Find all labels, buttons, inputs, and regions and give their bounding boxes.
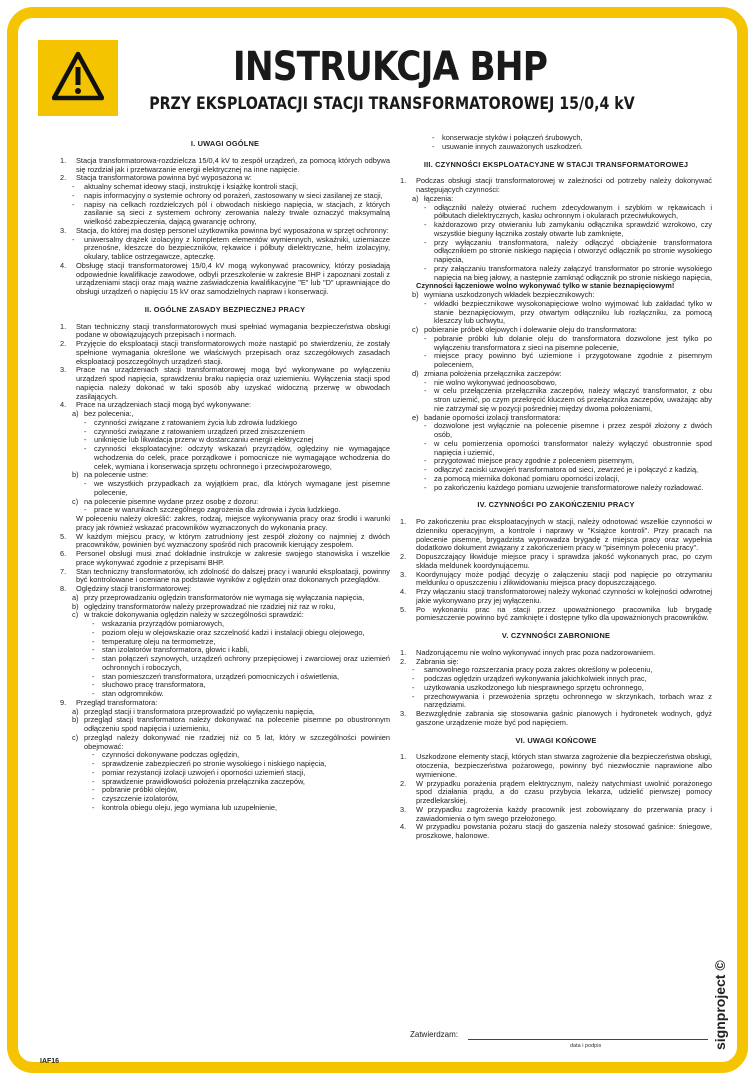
list-marker: 3. (400, 569, 407, 579)
list-item (400, 806, 712, 824)
list-item-text: Prace na urządzeniach stacji mogą być wykonywane: (76, 400, 252, 410)
list-marker: c) (72, 732, 79, 742)
list-item (400, 239, 712, 265)
list-item-text: Stacja transformatorowa powinna być wyposażona w: (76, 173, 252, 183)
signature-caption: data i podpis (570, 1043, 602, 1049)
list-item-text: sprawdzenie zabezpieczeń po stronie wysokiego i niskiego napięcia, (102, 759, 327, 768)
list-item-text: na polecenie ustne: (84, 470, 149, 480)
list-marker: d) (412, 368, 419, 378)
list-item-text: pobranie próbki lub dolanie oleju do transformatora dozwolone jest tylko po wyłączeniu transformatora z sieci na pisemne polecenie, (434, 333, 712, 352)
list-item (60, 480, 390, 498)
list-marker: - (412, 691, 415, 701)
section-heading: II. OGÓLNE ZASADY BEZPIECZNEJ PRACY (144, 304, 306, 314)
list-item-text: każdorazowo przy otwieraniu lub zamykaniu odłącznika sprawdzić wzrokowo, czy wszystkie bieguny łącznika zostały otwarte lub zamknięte, (434, 220, 712, 238)
list-marker: 3. (60, 225, 67, 235)
list-marker: - (424, 386, 427, 396)
list-marker: - (84, 426, 87, 436)
list-marker: 2. (400, 552, 407, 561)
approval-label: Zatwierdzam: (410, 1030, 459, 1039)
list-marker: - (72, 182, 75, 191)
list-item (400, 484, 712, 493)
list-marker: - (424, 220, 427, 229)
list-marker: - (432, 141, 435, 151)
list-item-text: Po wykonaniu prac na stacji przez upoważnionego pracownika lub brygadę pomieszczenie powinno być zamknięte i dostępne tylko dla upoważnionych pracowników. (416, 604, 712, 623)
list-item (60, 804, 390, 813)
list-item-text: Oględziny stacji transformatorowej: (76, 584, 192, 593)
list-marker: 1. (400, 176, 407, 186)
list-item-text: przy przeprowadzaniu oględzin transformatorów nie wymaga się wyłączania napięcia, (84, 592, 365, 602)
list-item-text: temperaturę oleju na termometrze, (102, 636, 216, 646)
list-item-text: konserwacje styków i połączeń śrubowych, (442, 133, 583, 142)
list-item-text: Dopuszczający likwiduje miejsce pracy i sprawdza jakość wykonanych prac, po czym składa meldunek koordynującemu. (416, 552, 712, 570)
list-marker: - (424, 482, 427, 492)
list-marker: - (84, 417, 87, 427)
list-marker: - (424, 456, 427, 466)
list-item-text: uniwersalny drążek izolacyjny z kompletem elementów wymiennych, wskaźniki, uziemiacze przenośne, kleszcze do bezpieczników, rękawice i półbuty dielektryczne, hełm izolacyjny, okulary, tablice ostrzegawcze, apteczkę. (84, 234, 390, 261)
section-heading: V. CZYNNOŚCI ZABRONIONE (501, 631, 611, 640)
page-subtitle: PRZY EKSPLOATACJI STACJI TRANSFORMATOROWEJ 15/0,4 kV (149, 94, 635, 113)
list-marker: 1. (400, 752, 407, 762)
list-item-text: bez polecenia:, (84, 409, 134, 418)
list-item-text: przy wyłączaniu transformatora, należy odłączyć obciążenie transformatora odłącznikiem po stronie niskiego napięcia i otworzyć odłącznik po stronie wysokiego napięcia, (434, 237, 712, 264)
list-item-text: Nadzorującemu nie wolno wykonywać innych prac poza nadzorowaniem. (416, 647, 656, 657)
list-item-text: miejsce pracy powinno być uziemione i przygotowane zgodnie z pisemnym poleceniem, (434, 351, 712, 369)
list-item (400, 780, 712, 806)
list-item-text: uniknięcie lub likwidacja przerw w dostarczaniu energii elektrycznej (94, 435, 314, 445)
list-item (400, 177, 712, 195)
list-marker: 5. (60, 531, 67, 541)
list-item-text: Koordynujący może podjąć decyzję o załączeniu stacji pod napięcie po otrzymaniu meldunku o opuszczeniu i zlikwidowaniu miejsca pracy dopuszczającego. (416, 569, 712, 588)
list-item (60, 201, 390, 227)
list-item-text: dozwolone jest wyłącznie na polecenie pisemne i przez zespół złożony z dwóch osób, (434, 421, 712, 439)
list-item (400, 352, 712, 370)
list-item-text: Przegląd transformatora: (76, 697, 158, 707)
list-item-text: badanie oporności izolacji transformatora: (424, 412, 561, 422)
list-marker: 3. (400, 709, 407, 718)
list-item (400, 588, 712, 606)
list-marker: - (424, 465, 427, 474)
list-item-text: W przypadku powstania pożaru stacji do gaszenia należy stosować gaśnice: śniegowe, proszkowe, halonowe. (416, 822, 712, 840)
list-marker: 3. (400, 804, 407, 814)
list-item-text: sprawdzenie prawidłowości położenia przełącznika zaczepów, (102, 776, 305, 786)
list-marker: 4. (60, 260, 67, 270)
list-item-text: W przypadku zagrożenia każdy pracownik jest zobowiązany do przerwania pracy i zawiadomienia o tym swego przełożonego. (416, 804, 712, 823)
list-item-text: pobranie próbki olejów, (102, 785, 178, 795)
brand-logo: signproject © (712, 960, 728, 1050)
list-marker: - (424, 421, 427, 431)
list-marker: - (92, 785, 95, 795)
list-item (60, 568, 390, 586)
list-item (400, 265, 712, 283)
list-item (400, 518, 712, 553)
list-marker: c) (72, 496, 79, 506)
list-item-text: Bezwzględnie zabrania się stosowania gaśnic pianowych i hydronetek wodnych, gdyż gaszone urządzenie może być pod napięciem. (416, 709, 712, 727)
list-item-text: czynności związane z ratowaniem życia lub zdrowia ludzkiego (94, 417, 297, 427)
list-item-text: czynności dokonywane podczas oględzin, (102, 750, 240, 760)
list-marker: - (84, 505, 87, 515)
list-marker: - (92, 671, 95, 681)
signature-line (468, 1039, 708, 1040)
list-marker: 4. (400, 587, 407, 596)
list-marker: 4. (60, 400, 67, 410)
list-marker: 5. (400, 604, 407, 614)
list-marker: a) (72, 706, 79, 716)
list-item-text: aktualny schemat ideowy stacji, instrukcję i książkę kontroli stacji, (84, 182, 299, 191)
list-marker: - (92, 759, 95, 768)
list-item-text: Obsługę stacji transformatorowej 15/0,4 kV mogą wykonywać pracownicy, którzy posiadają odpowiednie kwalifikacje zawodowe, odbyli przeszkolenie w zakresie BHP i zapoznani zostali z urządzeniami stacji oraz mają ważne zaświadczenia kwalifikacyjne "E" lub "D" uprawniające do obsługi urządzeń o napięciu 15 kV oraz samodzielnych napraw i konserwacji. (76, 260, 390, 296)
list-marker: - (412, 682, 415, 692)
list-item-text: Stacja, do której ma dostęp personel użytkownika powinna być wyposażona w sprzęt ochronny: (76, 225, 389, 235)
list-item (60, 550, 390, 568)
list-marker: a) (412, 193, 419, 203)
list-item (60, 366, 390, 401)
list-item-text: Przyjęcie do eksploatacji stacji transformatorowych może nastąpić po stwierdzeniu, że zostały spełnione wymagania określone we właściwych przepisach oraz szczegółowych zasadach eksploatacji poszczególnych urządzeń stacji. (76, 339, 390, 366)
list-marker: - (424, 473, 427, 483)
list-marker: - (84, 444, 87, 453)
list-marker: - (424, 263, 427, 273)
list-marker: 9. (60, 697, 67, 707)
product-code: IAF16 (40, 1058, 60, 1065)
list-marker: 2. (400, 778, 407, 788)
list-item-text: podczas oględzin urządzeń wykonywania jakichkolwiek innych prac, (424, 674, 647, 683)
list-item-text: Przy włączaniu stacji transformatorowej należy wykonać czynności w kolejności odwrotnej jakie wykonywano przy jej wyłączeniu. (416, 587, 712, 605)
list-item-text: przygotować miejsce pracy zgodnie z poleceniem pisemnym, (434, 456, 635, 466)
section-heading: IV. CZYNNOŚCI PO ZAKOŃCZENIU PRACY (477, 500, 635, 510)
list-marker: - (92, 689, 95, 698)
list-item-text: po zakończeniu każdego pomiaru uzwojenie transformatorowe należy rozładować. (434, 482, 704, 492)
list-marker: - (92, 750, 95, 760)
list-marker: - (92, 645, 95, 655)
list-marker: - (92, 794, 95, 803)
list-item-text: przy załączaniu transformatora należy załączyć transformator po stronie wysokiego napięcia na bieg jałowy, a następnie zamknąć odłącznik po stronie niskiego napięcia, (434, 263, 713, 282)
list-marker: a) (72, 592, 79, 602)
list-marker: c) (412, 325, 419, 334)
list-marker: 8. (60, 584, 67, 593)
list-item-text: czynności związane z ratowaniem urządzeń przed zniszczeniem (94, 426, 305, 436)
list-item-text: samowolnego rozszerzania pracy poza zakres określony w poleceniu, (424, 665, 653, 675)
list-item-text: za pomocą miernika dokonać pomiaru oporności izolacji, (434, 473, 620, 483)
left-column (60, 140, 390, 813)
list-item-text: kontrola obiegu oleju, jego wymiana lub uzupełnienie, (102, 802, 278, 812)
list-item-text: odłączyć zaciski uzwojeń transformatora od sieci, zewrzeć je i połączyć z kadzią, (434, 465, 699, 474)
list-item-text: Stan techniczny stacji transformatorowych musi spełniać wymagania bezpieczeństwa obsługi podane w obowiązujących przepisach i normach. (76, 321, 390, 340)
list-item-text: wkładki bezpiecznikowe wysokonapięciowe wolno wyjmować lub zakładać tylko w stanie beznapięciowym, przy otwartym odłączniku lub rozłączniku, za pomocą kleszczy lub uchwytu, (434, 298, 712, 326)
list-item-text: napisy na celkach rozdzielczych pól i obwodach niskiego napięcia, w stacjach, z których zasilanie są sieci z systemem ochrony zerowania należy trwale oznaczyć maksymalną wielkość zabezpieczenia, dającą gwarancję ochrony, (84, 199, 390, 226)
list-item-text: Uszkodzone elementy stacji, których stan stwarza zagrożenie dla bezpieczeństwa obsługi, otoczenia, bezpieczeństwa pożarowego, powinny być niezwłocznie naprawione albo wymienione. (416, 752, 712, 779)
list-item-text: prace w warunkach szczególnego zagrożenia dla zdrowia i życia ludzkiego. (94, 505, 341, 515)
list-item-text: napis informacyjny o systemie ochrony od porażeń, zastosowany w sieci zasilanej ze stacji, (84, 190, 383, 200)
warning-triangle-icon (52, 51, 104, 101)
list-marker: 1. (60, 155, 67, 165)
warning-sign (38, 40, 118, 116)
list-item-text: poziom oleju w olejowskazie oraz szczelność kadzi i instalacji obiegu olejowego, (102, 627, 365, 637)
list-marker: - (92, 619, 95, 628)
list-marker: - (412, 674, 415, 683)
list-item (400, 204, 712, 222)
list-marker: e) (412, 412, 419, 422)
list-marker: b) (72, 470, 79, 480)
list-item-text: Prace na urządzeniach stacji transformatorowej mogą być wykonywane po wyłączeniu urządzeń spod napięcia, sprawdzeniu braku napięcia oraz uziemieniu. Wyłączenia stacji spod napięcia należy dokonać w taki sposób aby uzyskać widoczną przerwę w obwodach zasilających. (76, 365, 390, 401)
list-item-text: wskazania przyrządów pomiarowych, (102, 619, 224, 628)
list-marker: - (424, 351, 427, 361)
list-marker: b) (72, 715, 79, 725)
list-item (400, 300, 712, 326)
list-item-text: stan połączeń szynowych, urządzeń ochrony przepięciowej i zwarciowej oraz uziemień ochronnych i roboczych, (102, 654, 390, 672)
list-marker: - (92, 636, 95, 646)
list-marker: - (424, 438, 427, 448)
list-item (60, 734, 390, 752)
list-marker: a) (72, 409, 79, 418)
list-item-text: Stan techniczny transformatorów, ich zdolność do dalszej pracy i warunki eksploatacji, powinny być kontrolowane i oceniane na podstawie wyników z oględzin oraz dokonanych przeglądów. (76, 566, 390, 585)
warning-note: Czynności łączeniowe wolno wykonywać tylko w stanie beznapięciowym! (416, 281, 675, 291)
list-item-text: słuchowo pracę transformatora, (102, 680, 206, 690)
section-heading: VI. UWAGI KOŃCOWE (515, 735, 597, 745)
list-marker: - (92, 680, 95, 690)
list-marker: - (84, 479, 87, 488)
page-title: INSTRUKCJA BHP (232, 44, 548, 90)
list-marker: - (412, 665, 415, 675)
list-item (400, 422, 712, 440)
list-marker: 1. (400, 517, 407, 526)
list-item (60, 323, 390, 341)
list-item (400, 710, 712, 728)
right-column (400, 134, 712, 841)
list-marker: - (72, 234, 75, 244)
list-marker: 6. (60, 549, 67, 558)
section-heading: I. UWAGI OGÓLNE (190, 139, 260, 148)
list-marker: 2. (60, 173, 67, 183)
list-item-text: usuwanie innych zauważonych uszkodzeń. (442, 141, 583, 151)
list-marker: - (424, 377, 427, 387)
section-heading: III. CZYNNOŚCI EKSPLOATACYJNE W STACJI TRANSFORMATOROWEJ (423, 159, 689, 169)
list-marker: - (92, 776, 95, 786)
list-item-text: czynności eksploatacyjne: odczyty wskazań przyrządów, oględziny nie wymagające wchodzenia do celek, prace porządkowe i pomocnicze nie wymagające wchodzenia do celek, wymiana i konserwacja sprzętu ochronnego i przeciwpożarowego, (94, 444, 390, 471)
list-item-text: Podczas obsługi stacji transformatorowej w zależności od potrzeby należy dokonywać następujących czynności: (416, 176, 712, 194)
list-marker: 3. (60, 365, 67, 375)
list-marker: 1. (400, 647, 407, 657)
list-item (60, 157, 390, 175)
list-marker: - (424, 298, 427, 308)
list-item (60, 716, 390, 734)
list-item (400, 143, 712, 152)
list-marker: 2. (60, 339, 67, 348)
list-item (60, 262, 390, 297)
list-item (60, 236, 390, 262)
list-item-text: wymiana uszkodzonych wkładek bezpiecznikowych: (424, 290, 595, 299)
list-marker: 4. (400, 822, 407, 832)
list-item-text: stan odgromników. (102, 689, 164, 698)
list-item-text: przegląd stacji i transformatora przeprowadzić po wyłączeniu napięcia, (84, 706, 315, 716)
list-item-text: przegląd należy dokonywać nie rzadziej niż co 5 lat, który w szczególności powinien obejmować: (84, 732, 390, 751)
list-item (400, 606, 712, 624)
list-item (400, 335, 712, 353)
list-item-text: pomiar rezystancji izolacji uzwojeń i oporności uziemień stacji, (102, 767, 306, 777)
list-marker: - (424, 333, 427, 343)
list-item (400, 823, 712, 841)
list-marker: - (92, 627, 95, 637)
list-marker: - (84, 435, 87, 445)
list-item-text: oględziny transformatorów należy przeprowadzać nie rzadziej niż raz w roku, (84, 601, 336, 611)
list-item (60, 445, 390, 471)
list-item-text: przegląd stacji transformatora należy dokonywać na polecenie pisemne po obustronnym odłączeniu spod napięcia i uziemieniu, (84, 715, 390, 733)
list-marker: - (72, 199, 75, 209)
paragraph: W poleceniu należy określić: zakres, rodzaj, miejsce wykonywania pracy oraz środki i warunki pracy jak również wskazać pracowników wyznaczonych do wykonania pracy. (76, 514, 390, 532)
list-item (400, 571, 712, 589)
list-item (60, 340, 390, 366)
list-marker: - (424, 237, 427, 247)
list-marker: - (92, 767, 95, 777)
list-item-text: Zabrania się: (416, 656, 459, 666)
list-item (60, 655, 390, 673)
list-item (400, 753, 712, 779)
list-item-text: nie wolno wykonywać jednoosobowo, (434, 377, 557, 387)
list-marker: - (92, 802, 95, 812)
list-marker: b) (72, 601, 79, 611)
list-item-text: Personel obsługi musi znać dokładnie instrukcje w zakresie swojego stanowiska i wszelkie prace wykonywać zgodnie z przepisami BHP. (76, 549, 390, 567)
list-item (400, 221, 712, 239)
list-item (400, 693, 712, 711)
list-item-text: odłączniki należy otwierać ruchem zdecydowanym i szybkim w rękawicach i półbutach dielektrycznych, kasku ochronnym i okularach przeciwłukowych, (434, 202, 712, 221)
list-marker: b) (412, 290, 419, 299)
list-item-text: w celu pomierzenia oporności transformator należy wyłączyć obustronnie spod napięcia i uziemić, (434, 438, 712, 457)
list-marker: - (72, 190, 75, 200)
list-marker: 2. (400, 656, 407, 666)
list-item-text: stan izolatorów transformatora, głowic i kabli, (102, 645, 250, 655)
list-marker: 7. (60, 566, 67, 576)
list-item-text: W każdym miejscu pracy, w którym zatrudniony jest zespół złożony co najmniej z dwóch pracowników, powinien być wyznaczony spośród nich pracownik kierujący zespołem. (76, 531, 390, 550)
list-item-text: w celu przełączenia przełącznika zaczepów, należy włączyć transformator, z obu stron uziemić, po czym przekręcić kluczem oś przełącznika zaczepów, uważając aby nie zatrzymał się w pozycji pośredniej między dwoma położeniami, (434, 386, 712, 413)
list-item-text: pobieranie próbek olejowych i dolewanie oleju do transformatora: (424, 325, 637, 334)
list-item (400, 553, 712, 571)
list-item-text: na polecenie pisemne wydane przez osobę z dozoru: (84, 496, 259, 506)
list-marker: 1. (60, 321, 67, 331)
list-item-text: we wszystkich przypadkach za wyjątkiem prac, dla których wymagane jest pisemne polecenie, (94, 479, 390, 497)
list-item (60, 533, 390, 551)
list-item-text: przechowywania i przewożenia sprzętu ochronnego w skrzynkach, torbach wraz z narzędziami. (424, 691, 712, 710)
list-item-text: w trakcie dokonywania oględzin należy w szczególności sprawdzić: (84, 610, 304, 620)
list-marker: - (92, 654, 95, 663)
list-marker: - (424, 202, 427, 212)
list-item-text: stan pomieszczeń transformatora, urządzeń pomocniczych i oświetlenia, (102, 671, 340, 681)
list-item-text: Po zakończeniu prac eksploatacyjnych w stacji, należy odnotować wszelkie czynności w dzienniku operacyjnym, a kontrole i naprawy w "Książce kontroli". Przy pracach na polecenie pisemne, brygadzista wyprowadza brygadę z miejsca pracy oraz wypełnia dodatkowo dokument związany z zakończeniem pracy w "pisemnym poleceniu pracy". (416, 517, 712, 553)
list-item (400, 440, 712, 458)
list-marker: c) (72, 610, 79, 620)
list-item-text: zmiana położenia przełącznika zaczepów: (424, 368, 562, 378)
list-item (400, 387, 712, 413)
list-item-text: Stacja transformatorowa-rozdzielcza 15/0,4 kV to zespół urządzeń, za pomocą których odbywa się rozdział jak i przetwarzanie energii elektrycznej na inne napięcie. (76, 155, 390, 174)
list-item-text: użytkowania uszkodzonego lub niesprawnego sprzętu ochronnego, (424, 682, 644, 692)
list-marker: - (432, 133, 435, 142)
list-item-text: W przypadku porażenia prądem elektrycznym, należy natychmiast uwolnić porażonego spod działania prądu, a do czasu przybycia lekarza, udzielić pierwszej pomocy przedlekarskiej. (416, 778, 712, 805)
list-item-text: czyszczenie izolatorów, (102, 794, 179, 803)
list-item-text: łączenia: (424, 193, 454, 203)
